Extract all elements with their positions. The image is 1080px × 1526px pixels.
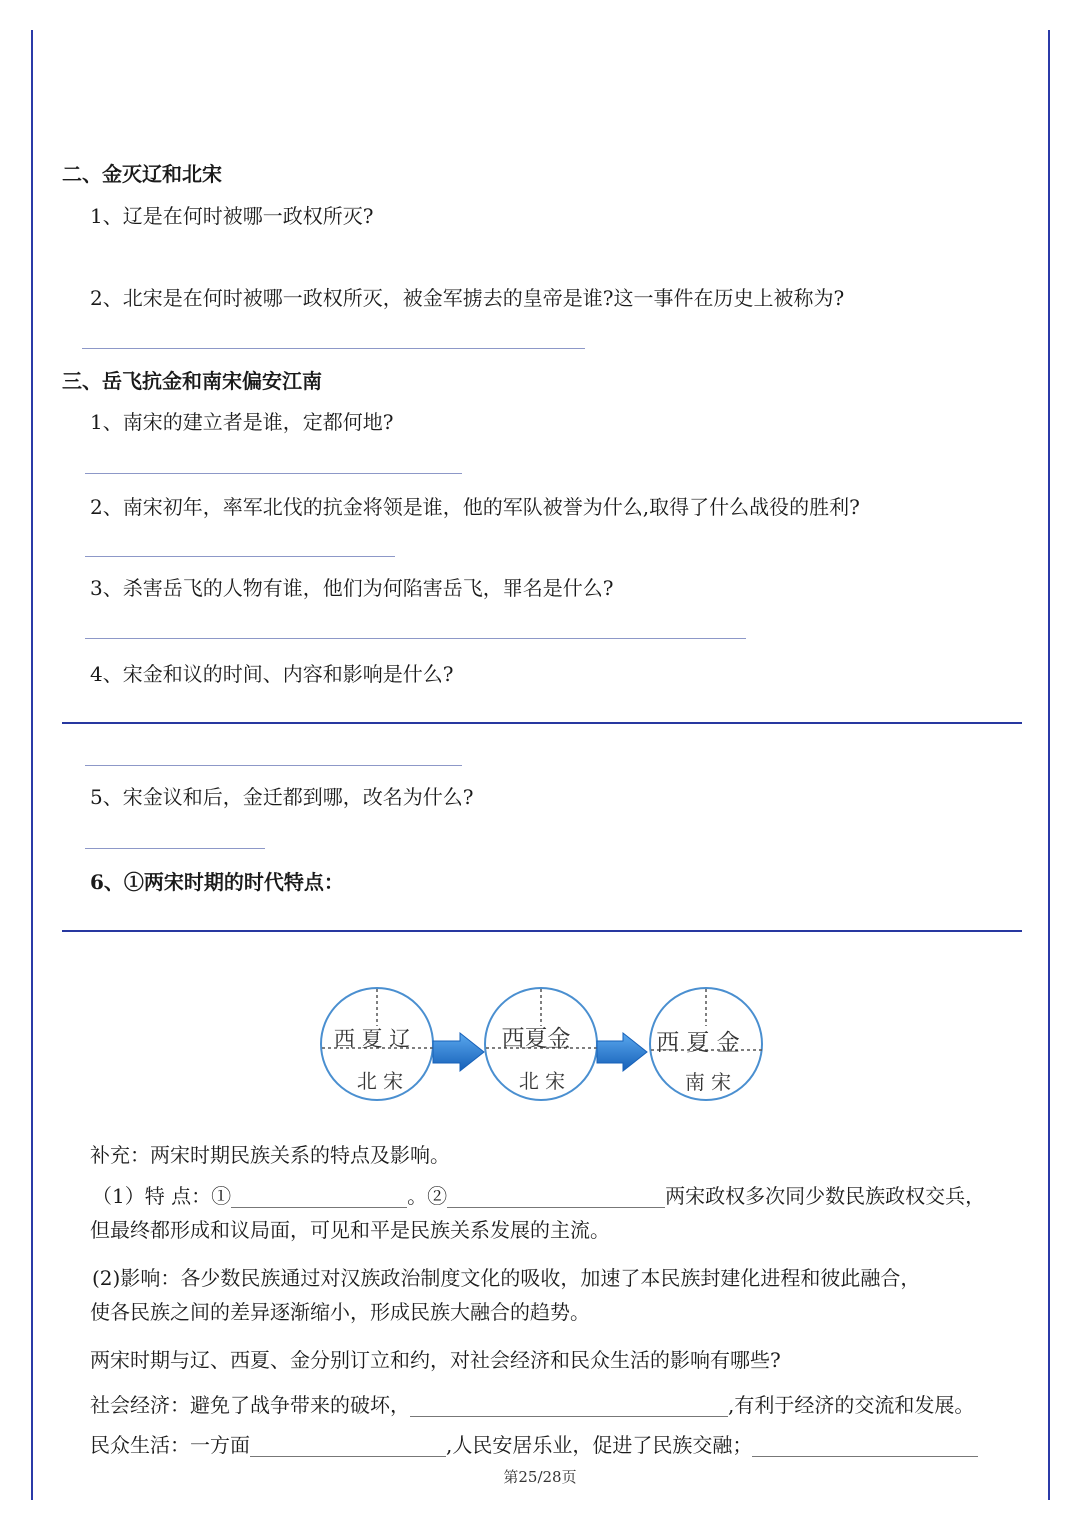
- section-3-heading: 三、岳飞抗金和南宋偏安江南: [62, 369, 322, 393]
- supplement-point-1: [92, 1184, 985, 1208]
- left-margin-line: [31, 30, 33, 1500]
- answer-line: [85, 638, 746, 639]
- answer-line: [82, 348, 585, 349]
- right-margin-line: [1048, 30, 1050, 1500]
- arrow-icon: [433, 1033, 484, 1071]
- question-2-2: 2、北宋是在何时被哪一政权所灭，被金军掳去的皇帝是谁?这一事件在历史上被称为?: [90, 286, 845, 310]
- answer-line: [85, 765, 462, 766]
- circle-3-bottom-label: 南 宋: [684, 1070, 732, 1094]
- circle-3-top-label: 西 夏 金: [656, 1030, 740, 1056]
- question-3-3: 3、杀害岳飞的人物有谁，他们为何陷害岳飞，罪名是什么?: [90, 576, 614, 600]
- circle-1-bottom-label: 北 宋: [356, 1069, 404, 1093]
- question-3-6: 6、①两宋时期的时代特点：: [90, 870, 344, 894]
- answer-line: [62, 722, 1022, 724]
- question-3-4: 4、宋金和议的时间、内容和影响是什么?: [90, 662, 454, 686]
- treaty-question: 两宋时期与辽、西夏、金分别订立和约，对社会经济和民众生活的影响有哪些?: [90, 1348, 781, 1372]
- circle-2-bottom-label: 北 宋: [518, 1069, 566, 1093]
- question-3-2: 2、南宋初年，率军北伐的抗金将领是谁，他的军队被誉为什么,取得了什么战役的胜利?: [90, 495, 860, 519]
- feature-tail: 两宋政权多次同少数民族政权交兵，: [665, 1184, 986, 1208]
- section-2-heading: 二、金灭辽和北宋: [62, 162, 222, 186]
- supplement-point-1-line-2: 但最终都形成和议局面，可见和平是民族关系发展的主流。: [90, 1218, 610, 1242]
- answer-line: [62, 930, 1022, 932]
- livelihood-mid: ,人民安居乐业，促进了民族交融；: [446, 1433, 753, 1457]
- economy-line: [90, 1393, 974, 1417]
- question-3-5: 5、宋金议和后，金迁都到哪，改名为什么?: [90, 785, 474, 809]
- livelihood-label: 民众生活：一方面: [90, 1433, 250, 1457]
- circle-2-top-label: 西夏金: [501, 1026, 571, 1052]
- economy-label: 社会经济：避免了战争带来的破坏，: [90, 1393, 410, 1417]
- answer-line: [85, 556, 395, 557]
- answer-line: [85, 473, 462, 474]
- answer-line: [85, 848, 265, 849]
- regime-circle-2: [485, 988, 597, 1100]
- livelihood-line: [90, 1433, 978, 1457]
- feature-separator: 。②: [407, 1184, 448, 1208]
- economy-tail: ,有利于经济的交流和发展。: [728, 1393, 975, 1417]
- regime-circle-3: [650, 988, 762, 1100]
- arrow-icon: [597, 1033, 647, 1071]
- regime-evolution-diagram: [300, 980, 780, 1110]
- supplement-point-2-line-1: (2)影响：各少数民族通过对汉族政治制度文化的吸收，加速了本民族封建化进程和彼此融合，: [92, 1266, 921, 1290]
- regime-circle-1: [321, 988, 433, 1100]
- supplement-point-2-line-2: 使各民族之间的差异逐渐缩小，形成民族大融合的趋势。: [90, 1300, 590, 1324]
- supplement-title: 补充：两宋时期民族关系的特点及影响。: [90, 1143, 450, 1167]
- fill-blank: [231, 1187, 407, 1208]
- circle-1-top-label: 西 夏 辽: [333, 1027, 411, 1051]
- fill-blank: [410, 1396, 728, 1417]
- fill-blank: [250, 1436, 446, 1457]
- fill-blank: [752, 1436, 978, 1457]
- page-number: 第25/28页: [503, 1468, 577, 1486]
- fill-blank: [447, 1187, 665, 1208]
- question-3-1: 1、南宋的建立者是谁，定都何地?: [90, 410, 394, 434]
- question-2-1: 1、辽是在何时被哪一政权所灭?: [90, 204, 374, 228]
- feature-label: （1）特 点：①: [92, 1184, 232, 1208]
